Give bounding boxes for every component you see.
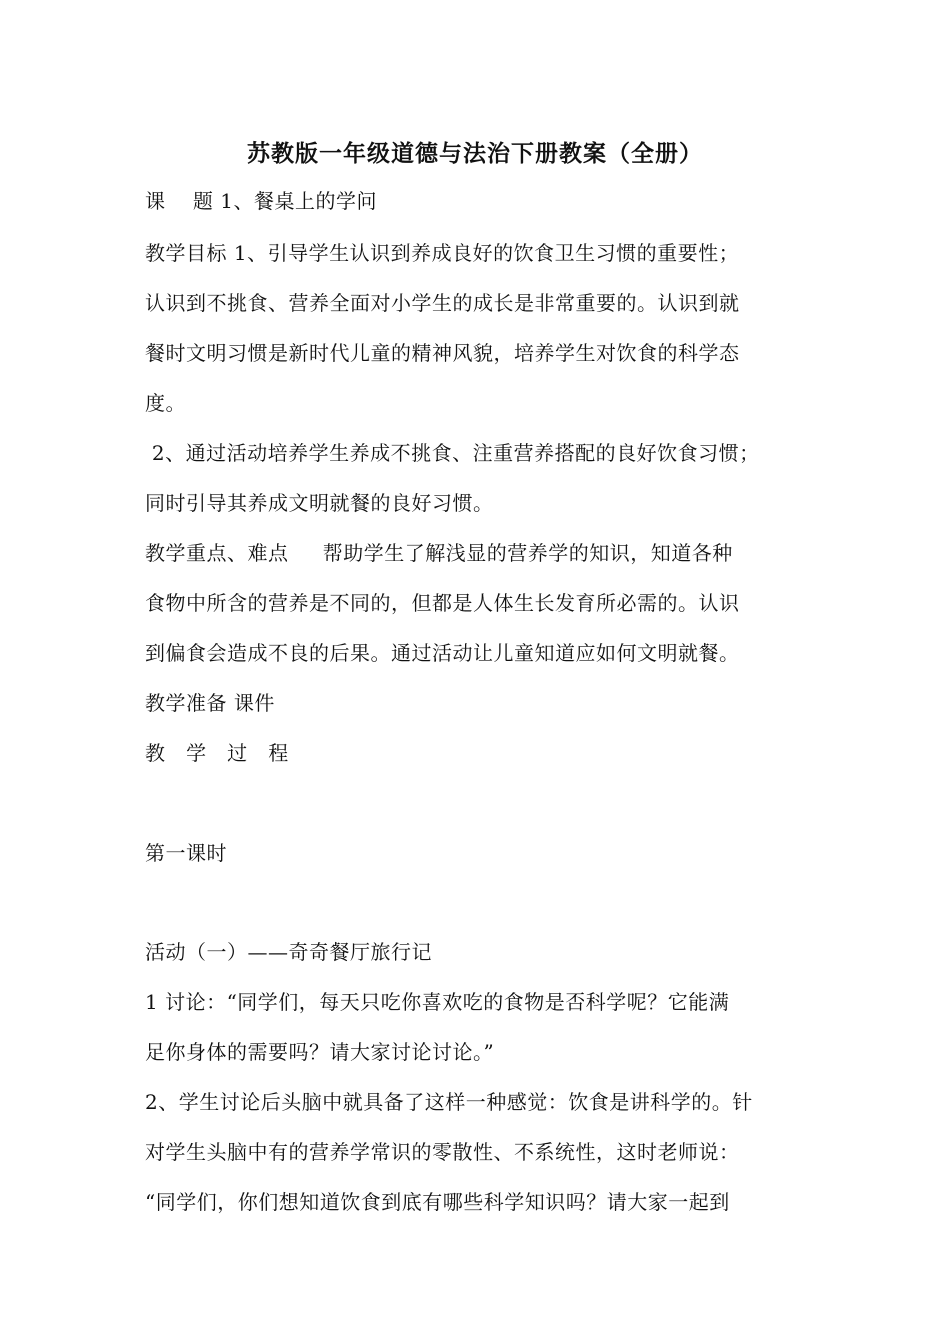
document-title: 苏教版一年级道德与法治下册教案（全册）: [247, 140, 703, 167]
preparation-line: 教学准备 课件: [145, 691, 275, 715]
objective-line-6: 同时引导其养成文明就餐的良好习惯。: [145, 491, 494, 515]
process-heading: 教 学 过 程: [145, 741, 289, 765]
key-points-line-3: 到偏食会造成不良的后果。通过活动让儿童知道应如何文明就餐。: [145, 641, 740, 665]
first-lesson-heading: 第一课时: [145, 841, 227, 865]
objective-line-2: 认识到不挑食、营养全面对小学生的成长是非常重要的。认识到就: [145, 291, 740, 315]
activity-heading: 活动（一）——奇奇餐厅旅行记: [145, 940, 432, 964]
objective-line-4: 度。: [145, 391, 186, 415]
activity-line-1: 1 讨论：“同学们，每天只吃你喜欢吃的食物是否科学呢？它能满: [145, 990, 730, 1014]
key-points-line-1: 教学重点、难点 帮助学生了解浅显的营养学的知识，知道各种: [145, 541, 733, 565]
activity-line-4: 对学生头脑中有的营养学常识的零散性、不系统性，这时老师说：: [145, 1140, 740, 1164]
objective-line-1: 教学目标 1、引导学生认识到养成良好的饮食卫生习惯的重要性；: [145, 241, 740, 265]
key-points-line-2: 食物中所含的营养是不同的，但都是人体生长发育所必需的。认识: [145, 591, 740, 615]
activity-line-5: “同学们，你们想知道饮食到底有哪些科学知识吗？请大家一起到: [145, 1190, 730, 1214]
activity-line-2: 足你身体的需要吗？请大家讨论讨论。”: [145, 1040, 495, 1064]
objective-line-5: 2、通过活动培养学生养成不挑食、注重营养搭配的良好饮食习惯；: [145, 441, 760, 465]
lesson-topic-line: 课 题 1、餐桌上的学问: [145, 189, 378, 213]
activity-line-3: 2、学生讨论后头脑中就具备了这样一种感觉：饮食是讲科学的。针: [145, 1090, 753, 1114]
objective-line-3: 餐时文明习惯是新时代儿童的精神风貌，培养学生对饮食的科学态: [145, 341, 740, 365]
